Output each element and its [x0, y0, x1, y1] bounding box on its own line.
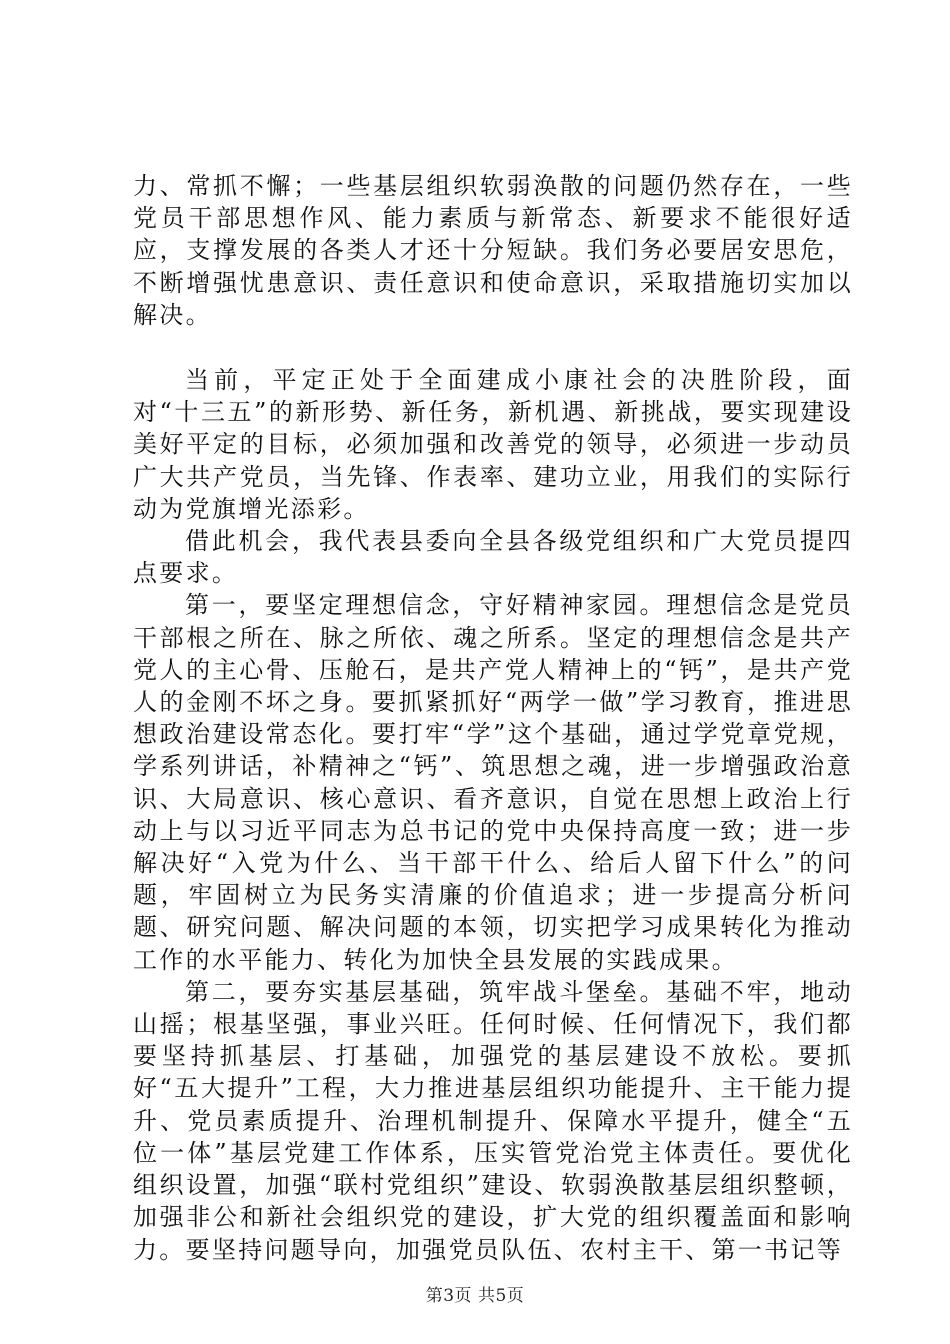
- paragraph-second-requirement: 第二，要夯实基层基础，筑牢战斗堡垒。基础不牢，地动山摇；根基坚强，事业兴旺。任何时候、任何情况下，我们都要坚持抓基层、打基础，加强党的基层建设不放松。要抓好“五大提升”工程，大力推进基层组织功能提升、主干能力提升、党员素质提升、治理机制提升、保障水平提升，健全“五位一体”基层党建工作体系，压实管党治党主体责任。要优化组织设置，加强“联村党组织”建设、软弱涣散基层组织整顿，加强非公和新社会组织党的建设，扩大党的组织覆盖面和影响力。要坚持问题导向，加强党员队伍、农村主干、第一书记等: [133, 977, 853, 1264]
- paragraph-continued: 力、常抓不懈；一些基层组织软弱涣散的问题仍然存在，一些党员干部思想作风、能力素质与新常态、新要求不能很好适应，支撑发展的各类人才还十分短缺。我们务必要居安思危，不断增强忧患意识、责任意识和使命意识，采取措施切实加以解决。: [133, 172, 853, 329]
- paragraph-current-situation: 当前，平定正处于全面建成小康社会的决胜阶段，面对“十三五”的新形势、新任务，新机遇、新挑战，要实现建设美好平定的目标，必须加强和改善党的领导，必须进一步动员广大共产党员，当先锋、作表率、建功立业，用我们的实际行动为党旗增光添彩。: [133, 366, 853, 523]
- paragraph-first-requirement: 第一，要坚定理想信念，守好精神家园。理想信念是党员干部根之所在、脉之所依、魂之所系。坚定的理想信念是共产党人的主心骨、压舱石，是共产党人精神上的“钙”，是共产党人的金刚不坏之身。要抓紧抓好“两学一做”学习教育，推进思想政治建设常态化。要打牢“学”这个基础，通过学党章党规，学系列讲话，补精神之“钙”、筑思想之魂，进一步增强政治意识、大局意识、核心意识、看齐意识，自觉在思想上政治上行动上与以习近平同志为总书记的党中央保持高度一致；进一步解决好“入党为什么、当干部干什么、给后人留下什么”的问题，牢固树立为民务实清廉的价值追求；进一步提高分析问题、研究问题、解决问题的本领，切实把学习成果转化为推动工作的水平能力、转化为加快全县发展的实践成果。: [133, 591, 853, 974]
- document-body: [133, 170, 853, 1266]
- paragraph-requirements-intro: 借此机会，我代表县委向全县各级党组织和广大党员提四点要求。: [133, 527, 853, 588]
- page-number-footer: 第3页 共5页: [425, 1286, 525, 1306]
